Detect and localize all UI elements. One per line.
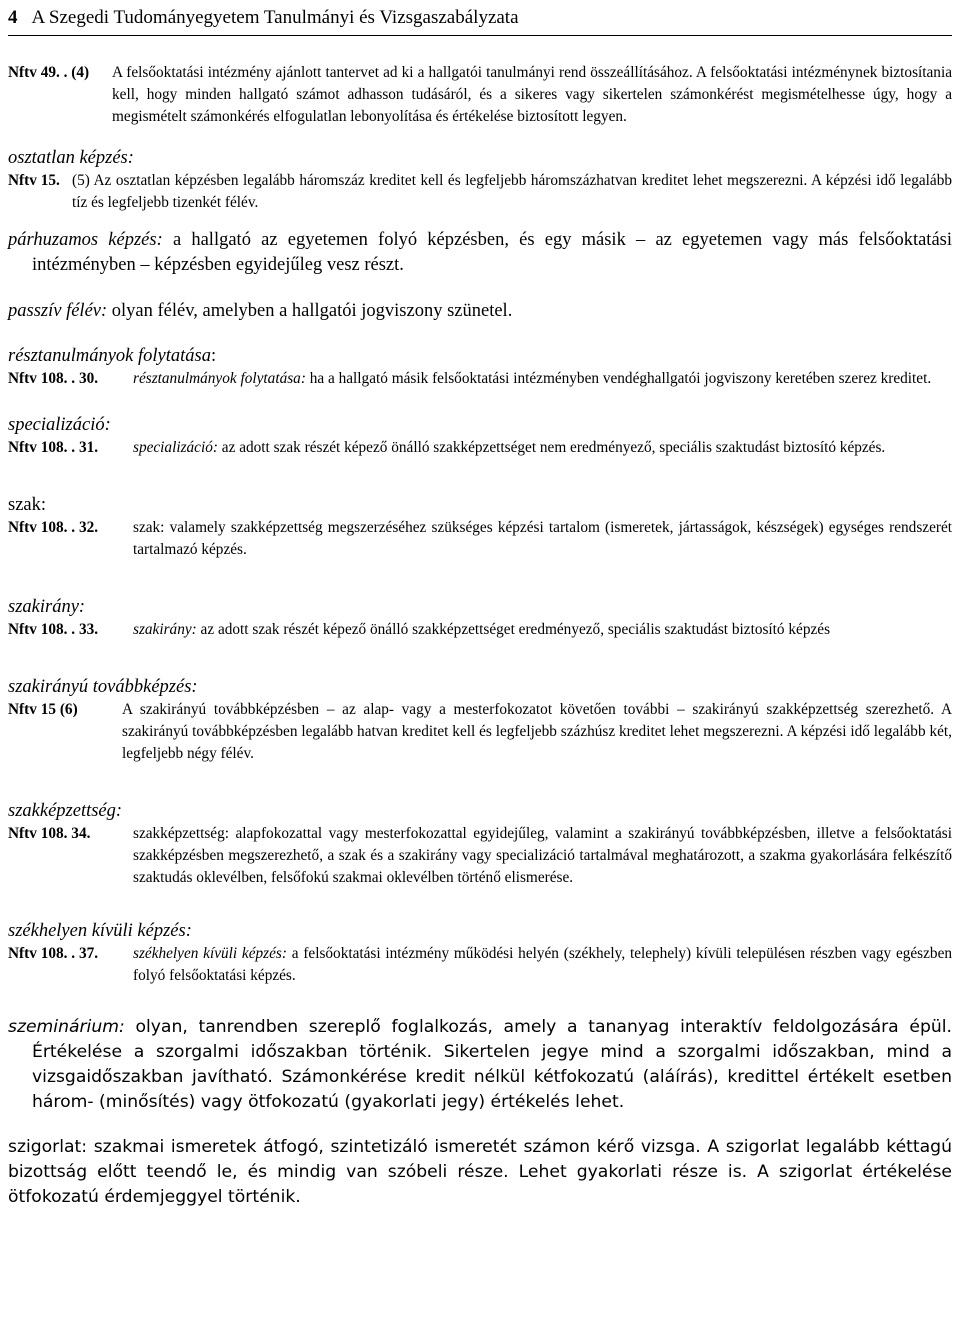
entry-text: szak: valamely szakképzettség megszerzéséhez szükséges képzési tartalom (ismeretek, jártasságok, készségek) egységes rendszerét tartalmazó képzés. — [133, 519, 952, 558]
definition-text: a hallgató az egyetemen folyó képzésben, és egy másik – az egyetemen vagy más felsőoktatási intézményben – képzésben egyidejűleg vesz részt. — [32, 230, 952, 275]
definition-text: ha a hallgató másik felsőoktatási intézményben vendéghallgatói jogviszony keretében szerez kreditet. — [305, 370, 932, 387]
definition-szeminarium — [8, 1015, 952, 1115]
entry-szakkepzettseg — [8, 823, 952, 889]
entry-text — [133, 619, 952, 641]
page-number: 4 — [8, 7, 18, 28]
definition-text: az adott szak részét képező önálló szakképzettséget eredményező, speciális szaktudást biztosító képzés — [196, 621, 831, 638]
term-label: székhelyen kívüli képzés: — [133, 945, 287, 962]
legal-reference: Nftv 15. — [8, 172, 60, 189]
legal-reference: Nftv 108. . 33. — [8, 621, 99, 638]
term-heading-resztanulmanyok — [8, 344, 952, 368]
entry-text — [133, 437, 952, 459]
term-label: passzív félév: — [8, 301, 108, 321]
entry-resztanulmanyok — [8, 368, 952, 390]
entry-specializacio — [8, 437, 952, 459]
definition-szigorlat: szigorlat: szakmai ismeretek átfogó, szintetizáló ismeretét számon kérő vizsga. A szigorlat legalább kéttagú bizottság előtt teendő le, és mindig van szóbeli része. Lehet gyakorlati része is. A szigorlat értékelése ötfokozatú érdemjeggyel történik. — [8, 1137, 952, 1207]
page-header — [8, 0, 952, 36]
term-heading-szakiranyu: szakirányú továbbképzés: — [8, 677, 198, 697]
entry-text: (5) Az osztatlan képzésben legalább háromszáz kreditet kell és legfeljebb háromszázhatvan kreditet lehet megszerezni. A képzési idő legalább tíz és legfeljebb tizenkét félév. — [72, 172, 952, 211]
entry-text — [133, 943, 952, 987]
definition-text: olyan félév, amelyben a hallgatói jogviszony szünetel. — [107, 301, 513, 321]
entry-text: A szakirányú továbbképzésben – az alap- vagy a mesterfokozatot követően további – szakirányú szakképzettség szerezhető. A szakirányú továbbképzésben legalább hatvan kreditet kell és legfeljebb százhúsz kreditet lehet megszerezni. A képzési idő legalább két, legfeljebb négy félév. — [122, 701, 952, 762]
term-label: specializáció: — [133, 439, 218, 456]
entry-szekhelyen — [8, 943, 952, 987]
entry-text — [133, 368, 952, 390]
legal-reference: Nftv 108. . 30. — [8, 370, 99, 387]
legal-reference: Nftv 108. . 32. — [8, 519, 99, 536]
entry-text: A felsőoktatási intézmény ajánlott tantervet ad ki a hallgatói tanulmányi rend összeállításához. A felsőoktatási intézménynek biztosítania kell, hogy minden hallgató számot adhasson tudásáról, és a sikeres vagy sikertelen számonkérést megismételhesse úgy, hogy a megismételt számonkérés elfogulatlan lebonyolítása és értékelése biztosított legyen. — [112, 64, 952, 125]
term-heading-szekhelyen: székhelyen kívüli képzés: — [8, 921, 192, 941]
entry-nftv-49 — [8, 62, 952, 128]
page-header-title: A Szegedi Tudományegyetem Tanulmányi és Vizsgaszabályzata — [31, 7, 519, 28]
legal-reference: Nftv 108. . 31. — [8, 439, 99, 456]
entry-szakiranyu — [8, 699, 952, 765]
heading-colon: : — [210, 346, 217, 366]
term-label: párhuzamos képzés: — [8, 230, 163, 250]
term-heading-specializacio: specializáció: — [8, 415, 111, 435]
term-heading-szak: szak: — [8, 495, 47, 515]
definition-parhuzamos — [8, 228, 952, 278]
definition-text: a felsőoktatási intézmény működési helyén (székhely, telephely) kívüli településen részben vagy egészben folyó felsőoktatási képzés. — [133, 945, 953, 984]
entry-szak — [8, 517, 952, 561]
term-label: résztanulmányok folytatása: — [133, 370, 306, 387]
term-heading-osztatlan: osztatlan képzés: — [8, 148, 134, 168]
term-heading-szakirany: szakirány: — [8, 597, 86, 617]
entry-szakirany — [8, 619, 952, 641]
heading-text: résztanulmányok folytatása — [8, 346, 211, 366]
definition-text: olyan, tanrendben szereplő foglalkozás, amely a tananyag interaktív feldolgozására épül. Értékelése a szorgalmi időszakban történik. Sikertelen jegye mind a szorgalmi időszakban, mind a vizsgaidőszakban javítható. Számonkérése kredit nélkül kétfokozatú (aláírás), kredittel értékelt esetben három- (minősítés) vagy ötfokozatú (gyakorlati jegy) értékelés lehet. — [32, 1017, 952, 1112]
entry-osztatlan — [8, 170, 952, 214]
legal-reference: Nftv 49. . (4) — [8, 64, 90, 81]
term-label: szakirány: — [133, 621, 197, 638]
term-label: szeminárium: — [8, 1017, 125, 1037]
entry-text: szakképzettség: alapfokozattal vagy mesterfokozattal egyidejűleg, valamint a szakirányú továbbképzésben, illetve a felsőoktatási szakképzésben megszerezhető, a szak és a szakirány vagy specializáció tartalmával meghatározott, a szakma gyakorlására felkészítő szaktudás oklevélben, felsőfokú szakmai oklevélben történő elismerése. — [133, 825, 952, 886]
definition-text: az adott szak részét képező önálló szakképzettséget nem eredményező, speciális szaktudást biztosító képzés. — [217, 439, 886, 456]
legal-reference: Nftv 15 (6) — [8, 701, 78, 718]
legal-reference: Nftv 108. . 37. — [8, 945, 99, 962]
legal-reference: Nftv 108. 34. — [8, 825, 91, 842]
definition-passziv — [8, 299, 952, 324]
term-heading-szakkepzettseg: szakképzettség: — [8, 801, 123, 821]
